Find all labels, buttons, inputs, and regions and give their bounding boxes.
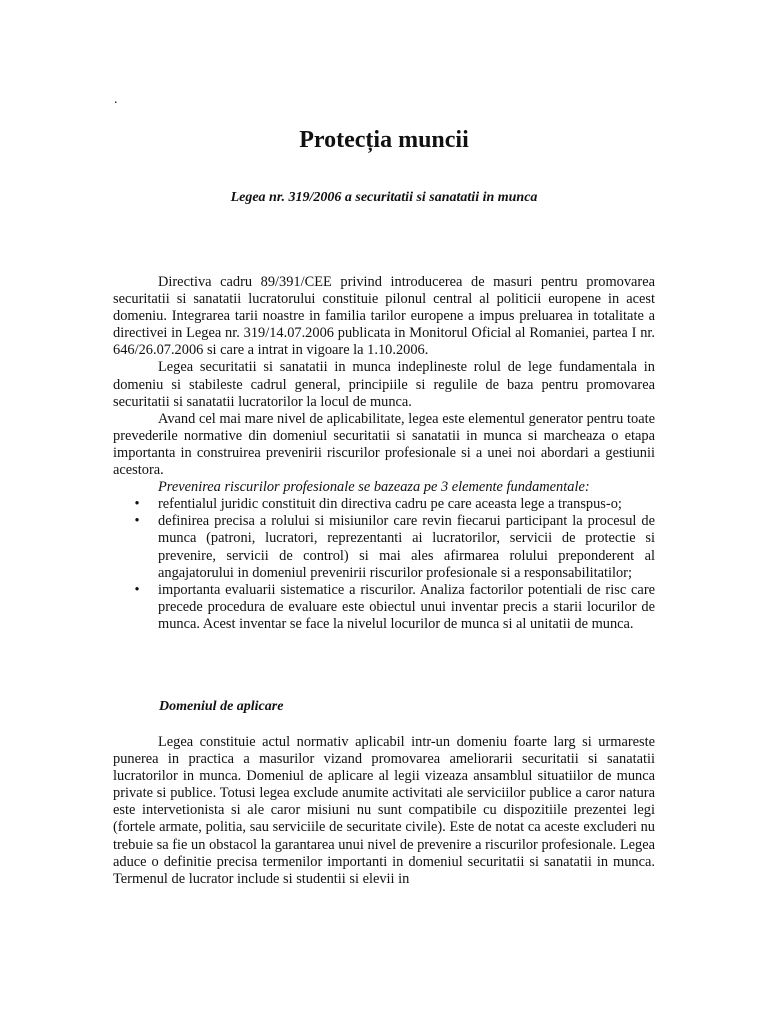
list-item-text: importanta evaluarii sistematice a riscurilor. Analiza factorilor potentiali de risc care precede procedura de evaluare este obiectul unui inventar precis a starii locurilor de munca. Acest inventar se face la nivelul locurilor de munca si al unitatii de munca. [158, 581, 655, 632]
fundamental-elements-list [113, 496, 655, 633]
bullet-icon: • [134, 496, 140, 513]
paragraph-scope: Legea constituie actul normativ aplicabil intr-un domeniu foarte larg si urmareste punerea in practica a masurilor vizand promovarea ameliorarii securitatii si sanatatii lucratorilor in munca. Domeniul de aplicare al legii vizeaza ansamblul situatiilor de munca private si publice. Totusi legea exclude anumite activitati ale serviciilor publice a caror natura este intervetionista si ale caror misiuni nu sunt compatibile cu dispozitiile prezentei legi (fortele armate, politia, sau serviciile de securitate civile). Este de notat ca aceste excluderi nu trebuie sa fie un obstacol la garantarea unui nivel de prevenire a riscurilor profesionale. Legea aduce o definitie precisa termenilor importanti in domeniul securitatii si sanatatii in munca. Termenul de lucrator include si studentii si elevii in [113, 734, 655, 887]
section-heading: Domeniul de aplicare [159, 699, 284, 714]
bullet-icon: • [134, 513, 140, 530]
page-title: Protecția muncii [299, 127, 469, 153]
page-subtitle: Legea nr. 319/2006 a securitatii si sanatatii in munca [230, 190, 538, 205]
paragraph-directive: Directiva cadru 89/391/CEE privind introducerea de masuri pentru promovarea securitatii si sanatatii lucratorului constituie pilonul central al politicii europene in acest domeniu. Integrarea tarii noastre in familia tarilor europene a impus preluarea in totalitate a directivei in Legea nr. 319/14.07.2006 publicata in Monitorul Oficial al Romaniei, partea I nr. 646/26.07.2006 si care a intrat in vigoare la 1.10.2006. [113, 274, 655, 359]
list-intro: Prevenirea riscurilor profesionale se bazeaza pe 3 elemente fundamentale: [158, 479, 590, 496]
intro-section [113, 274, 655, 633]
list-item [113, 496, 655, 513]
page-marker: . [114, 92, 118, 107]
list-item-text: definirea precisa a rolului si misiunilor care revin fiecarui participant la procesul de munca (patroni, lucratori, reprezentanti ai lucratorilor, servicii de protectie si prevenire, servicii de control) si mai ales afirmarea rolului preponderent al angajatorului in domeniul prevenirii riscurilor profesionale si a responsabilitatilor; [158, 513, 655, 581]
paragraph-applicability: Avand cel mai mare nivel de aplicabilitate, legea este elementul generator pentru toate prevederile normative din domeniul securitatii si sanatatii in munca si marcheaza o etapa importanta in construirea prevenirii riscurilor profesionale si a unei noi abordari a gestiunii acestora. [113, 410, 655, 479]
scope-section [113, 734, 655, 888]
list-item [113, 582, 655, 633]
list-item-text: refentialul juridic constituit din directiva cadru pe care aceasta lege a transpus-o; [158, 496, 622, 513]
list-item [113, 513, 655, 581]
paragraph-law-role: Legea securitatii si sanatatii in munca indeplineste rolul de lege fundamentala in domeniu si stabileste cadrul general, principiile si regulile de baza pentru promovarea securitatii si sanatatii lucratorilor la locul de munca. [113, 359, 655, 410]
bullet-icon: • [134, 581, 140, 598]
